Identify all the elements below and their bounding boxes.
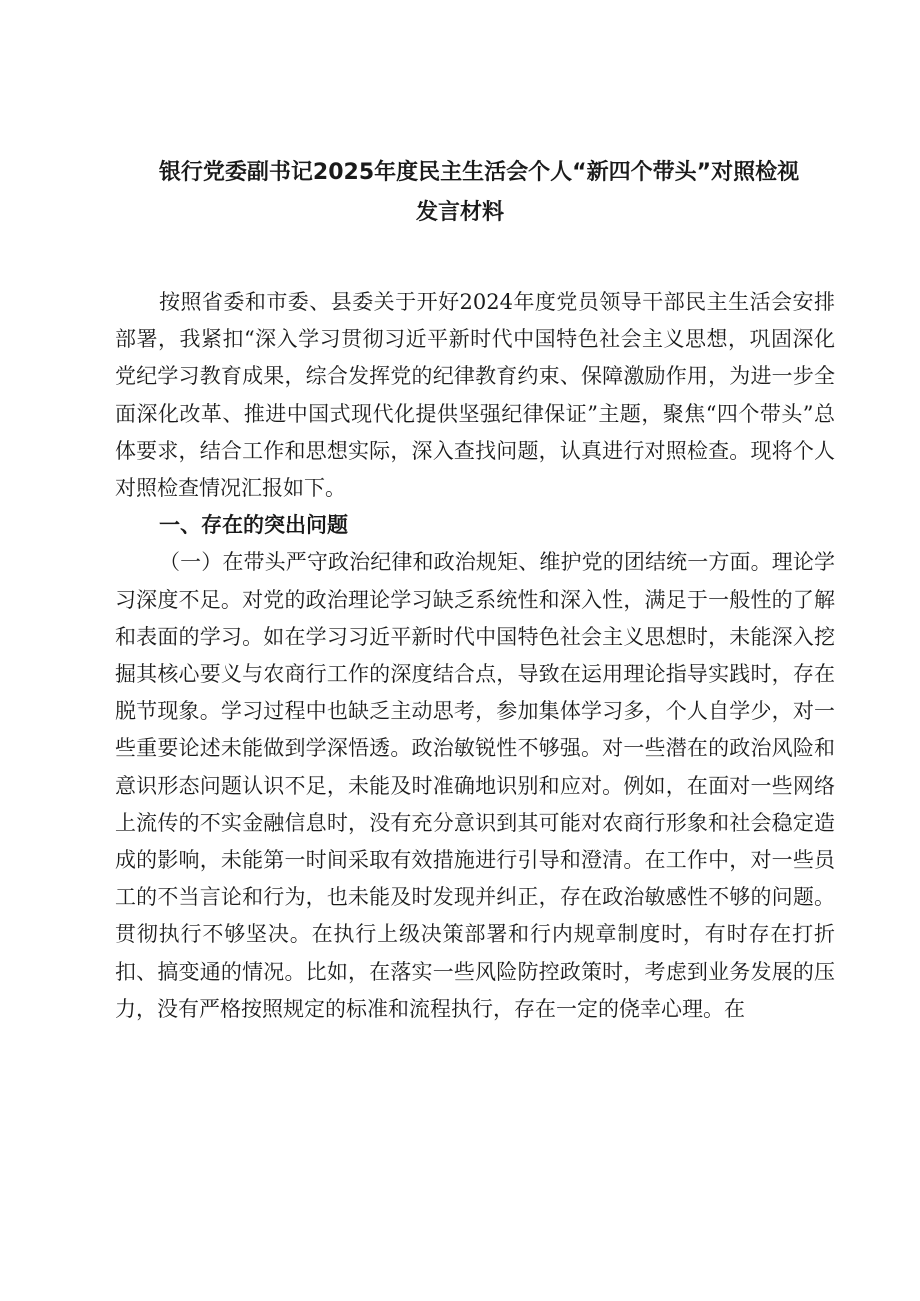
section-heading-1: 一、存在的突出问题	[159, 513, 348, 538]
title-line-1: 银行党委副书记2025年度民主生活会个人“新四个带头”对照检视	[158, 160, 800, 185]
document-title	[0, 153, 920, 233]
title-line-2: 发言材料	[415, 200, 504, 225]
intro-paragraph: 按照省委和市委、县委关于开好2024年度党员领导干部民主生活会安排部署，我紧扣“深入学习贯彻习近平新时代中国特色社会主义思想，巩固深化党纪学习教育成果，综合发挥党的纪律教育约束、保障激励作用，为进一步全面深化改革、推进中国式现代化提供坚强纪律保证”主题，聚焦“四个带头”总体要求，结合工作和思想实际，深入查找问题，认真进行对照检查。现将个人对照检查情况汇报如下。	[115, 290, 835, 501]
section-1-paragraph: （一）在带头严守政治纪律和政治规矩、维护党的团结统一方面。理论学习深度不足。对党的政治理论学习缺乏系统性和深入性，满足于一般性的了解和表面的学习。如在学习习近平新时代中国特色社会主义思想时，未能深入挖掘其核心要义与农商行工作的深度结合点，导致在运用理论指导实践时，存在脱节现象。学习过程中也缺乏主动思考，参加集体学习多，个人自学少，对一些重要论述未能做到学深悟透。政治敏锐性不够强。对一些潜在的政治风险和意识形态问题认识不足，未能及时准确地识别和应对。例如，在面对一些网络上流传的不实金融信息时，没有充分意识到其可能对农商行形象和社会稳定造成的影响，未能第一时间采取有效措施进行引导和澄清。在工作中，对一些员工的不当言论和行为，也未能及时发现并纠正，存在政治敏感性不够的问题。贯彻执行不够坚决。在执行上级决策部署和行内规章制度时，有时存在打折扣、搞变通的情况。比如，在落实一些风险防控政策时，考虑到业务发展的压力，没有严格按照规定的标准和流程执行，存在一定的侥幸心理。在	[115, 550, 835, 1021]
document-body	[115, 284, 835, 1028]
